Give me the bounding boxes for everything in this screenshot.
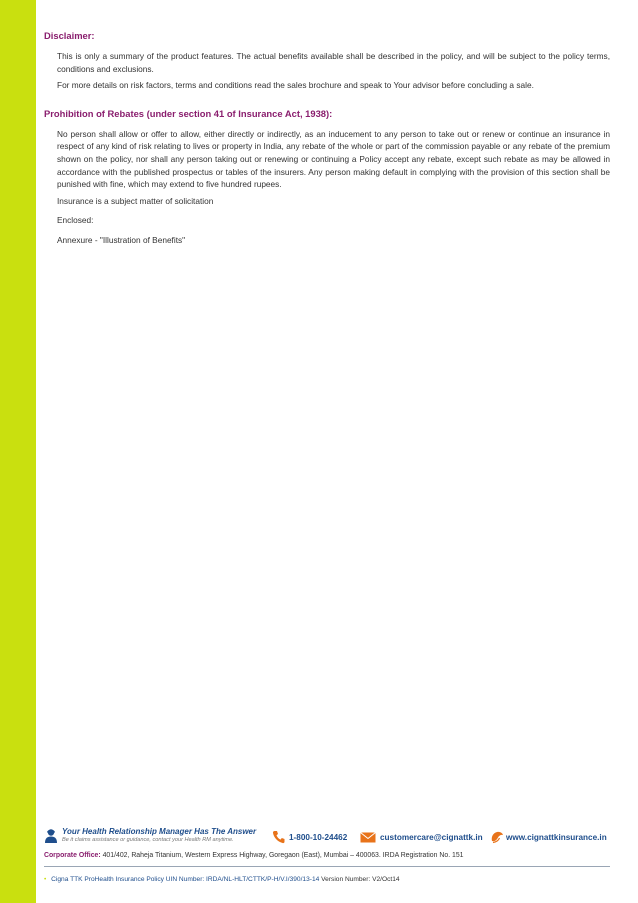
disclaimer-paragraph: This is only a summary of the product features. The actual benefits available shall be described in the policy, and will be subject to the policy terms, conditions and exclusions. [57, 51, 610, 74]
disclaimer-heading: Disclaimer: [44, 30, 95, 41]
contact-strip [44, 826, 610, 848]
corporate-office-label: Corporate Office: [44, 852, 101, 859]
bullet-icon: • [44, 876, 47, 883]
rm-subtitle: Be it claims assistance or guidance, contact your Health RM anytime. [62, 837, 234, 843]
email-icon [360, 832, 376, 843]
version-number: Version Number: V2/Oct14 [321, 876, 400, 883]
rebates-heading: Prohibition of Rebates (under section 41 of Insurance Act, 1938): [44, 107, 333, 119]
solicitation-note: Insurance is a subject matter of solicitation [57, 195, 214, 206]
disclaimer-paragraph: For more details on risk factors, terms and conditions read the sales brochure and speak to Your advisor before concluding a sale. [57, 80, 534, 91]
rebates-paragraph: No person shall allow or offer to allow, either directly or indirectly, as an inducement to any person to take out or renew or continue an insurance in respect of any kind of risk relating to lives or property in India, any rebate of the whole or part of the commission payable or any rebate of the premium shown on the policy, nor shall any person taking out or renewing or continuing a Policy accept any rebate, except such rebate as may be allowed in accordance with the published prospectus or tables of the insurers. Any person making default in complying with the provision of this section shall be punished with fine, which may extend to five hundred rupees. [57, 128, 610, 190]
website-icon [490, 830, 504, 844]
relationship-manager-icon [44, 828, 58, 844]
side-accent-bar [0, 0, 36, 903]
phone-number[interactable]: 1-800-10-24462 [289, 833, 348, 842]
annexure-label: Annexure - "Illustration of Benefits" [57, 234, 186, 245]
rm-title: Your Health Relationship Manager Has The Answer [62, 827, 257, 836]
corporate-address: 401/402, Raheja Titanium, Western Express Highway, Goregaon (East), Mumbai – 400063. IRDA Registration No. 151 [102, 852, 464, 859]
rebates-section [44, 108, 610, 247]
uin-line [44, 876, 610, 883]
website-link[interactable]: www.cignattkinsurance.in [506, 833, 607, 842]
footer-divider [44, 866, 610, 867]
enclosed-label: Enclosed: [57, 215, 94, 226]
uin-number: Cigna TTK ProHealth Insurance Policy UIN Number: IRDA/NL-HLT/CTTK/P-H/V.I/390/13-14 [51, 876, 320, 883]
document-body [44, 30, 610, 254]
email-link[interactable]: customercare@cignattk.in [380, 833, 483, 842]
disclaimer-section [44, 30, 610, 92]
phone-icon [272, 830, 285, 844]
corporate-office [44, 852, 610, 859]
page-footer [44, 826, 610, 883]
